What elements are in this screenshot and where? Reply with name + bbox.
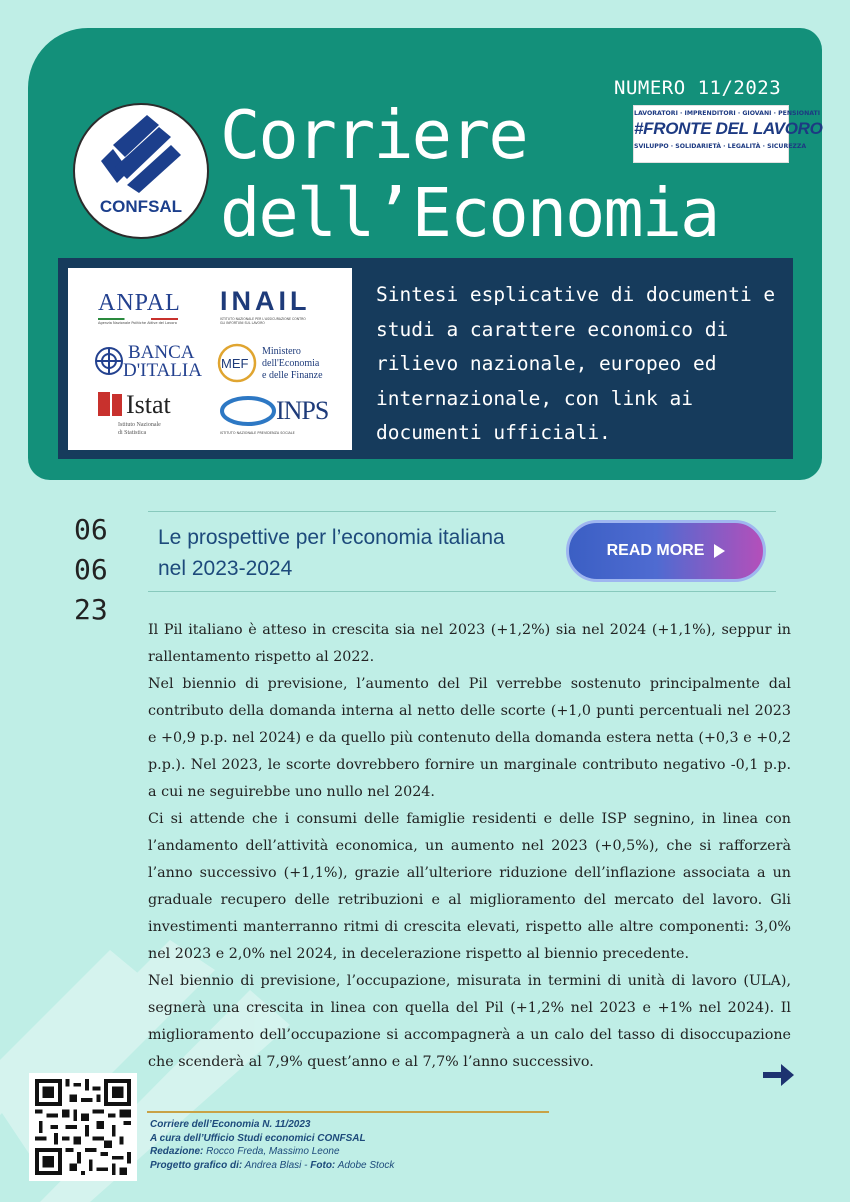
arrow-right-icon[interactable] — [761, 1062, 795, 1088]
date-month: 06 — [74, 553, 108, 586]
redazione-label: Redazione: — [150, 1146, 204, 1157]
footer-rule — [147, 1111, 549, 1113]
title-line-1: Corriere — [220, 96, 527, 174]
article-paragraph: Il Pil italiano è atteso in crescita sia nel 2023 (+1,2%) sia nel 2024 (+1,1%), seppur in rallentamento rispetto al 2022. — [148, 622, 791, 665]
issue-number: NUMERO 11/2023 — [614, 77, 782, 99]
confsal-logo — [73, 103, 209, 239]
redazione-value: Rocco Freda, Massimo Leone — [206, 1146, 340, 1157]
article-paragraph: Ci si attende che i consumi delle famiglie residenti e delle ISP segnino, in linea con l’andamento dell’attività economica, un aumento nel 2023 (+0,5%), che si rafforzerà l’anno successivo (+1,1%), grazie all’ulteriore riduzione dell’inflazione associata a un graduale recupero delle retribuzioni e al miglioramento del mercato del lavoro. Gli investimenti manterranno ritmi di crescita elevati, rispetto alle altre componenti: 3,0% nel 2023 e 2,0% nel 2024, in decelerazione rispetto al biennio precedente. — [148, 811, 791, 962]
article-date — [74, 510, 108, 630]
credits — [150, 1118, 394, 1172]
foto-value: Adobe Stock — [337, 1159, 395, 1171]
qr-code-icon — [35, 1079, 131, 1175]
badge-bottom-line: SVILUPPO · SOLIDARIETÀ · LEGALITÀ · SICUREZZA — [634, 143, 807, 150]
banca-italia-emblem-icon — [93, 342, 125, 380]
confsal-wordmark: CONFSAL — [99, 197, 183, 216]
title-rule-bottom — [148, 591, 776, 592]
play-triangle-icon — [714, 544, 725, 558]
progetto-value: Andrea Blasi — [244, 1159, 302, 1171]
istat-mark-icon — [98, 392, 110, 416]
progetto-label: Progetto grafico di: — [150, 1159, 243, 1171]
intro-text: Sintesi esplicative di documenti e studi a carattere economico di rilievo nazionale, europeo ed internazionale, con link ai documenti ufficiali. — [376, 283, 776, 444]
istat-mark-icon-2 — [112, 394, 122, 416]
article-title: Le prospettive per l’economia italiana nel 2023-2024 — [158, 526, 505, 580]
anpal-logo: ANPAL Agenzia Nazionale Politiche Attive del Lavoro — [98, 290, 181, 325]
svg-text:MEF: MEF — [221, 356, 249, 371]
mef-circle-icon — [216, 342, 258, 384]
title-line-2: dell’Economia — [220, 174, 719, 252]
credits-issue: Corriere dell’Economia N. 11/2023 — [150, 1119, 311, 1130]
credits-editor: A cura dell’Ufficio Studi economici CONFSAL — [150, 1132, 366, 1144]
read-more-label: READ MORE — [606, 542, 705, 559]
publication-title — [220, 96, 718, 252]
date-day: 06 — [74, 513, 108, 546]
badge-top-line: LAVORATORI · IMPRENDITORI · GIOVANI · PENSIONATI — [634, 110, 821, 117]
read-more-button[interactable] — [566, 520, 766, 582]
partner-logos: ANPAL Agenzia Nazionale Politiche Attive del Lavoro INAIL ISTITUTO NAZIONALE PER L'ASSICURAZIONE CONTRO GLI INFORTUNI SUL LAVORO BANCA D'ITALIA MEF Ministero dell'Economia e delle Finanze Istat Istituto Nazionale di Statistica INPS ISTITUTO NAZIONALE PREVIDENZA SOCIALE — [68, 268, 352, 450]
credits-separator: - — [304, 1159, 308, 1171]
badge-main: #FRONTE DEL LAVORO — [634, 119, 823, 138]
foto-label: Foto: — [310, 1159, 336, 1171]
confsal-stripes-icon — [101, 115, 183, 193]
article-paragraph: Nel biennio di previsione, l’occupazione, misurata in termini di unità di lavoro (ULA), segnerà una crescita in linea con quella del Pil (+1,2% nel 2023 e +1% nel 2024). Il miglioramento dell’occupazione si accompagnerà a un calo del tasso di disoccupazione che scenderà al 7,9% quest’anno e al 7,7% l’anno successivo. — [148, 973, 791, 1070]
date-year: 23 — [74, 593, 108, 626]
qr-code[interactable] — [29, 1073, 137, 1181]
article-paragraph: Nel biennio di previsione, l’aumento del Pil verrebbe sostenuto principalmente dal contributo della domanda interna al netto delle scorte (+1,0 punti percentuali nel 2023 e +0,9 p.p. nel 2024) e da quello più contenuto della domanda estera netta (+0,3 e +0,2 p.p.). Nel 2023, le scorte dovrebbero fornire un marginale contributo negativo -0,1 p.p. a cui ne seguirebbe uno nullo nel 2024. — [148, 676, 791, 800]
inps-swoosh-icon — [220, 394, 280, 428]
title-rule-top — [148, 511, 776, 512]
article-body — [148, 617, 791, 1076]
inail-logo: INAIL ISTITUTO NAZIONALE PER L'ASSICURAZIONE CONTRO GLI INFORTUNI SUL LAVORO — [220, 286, 311, 325]
